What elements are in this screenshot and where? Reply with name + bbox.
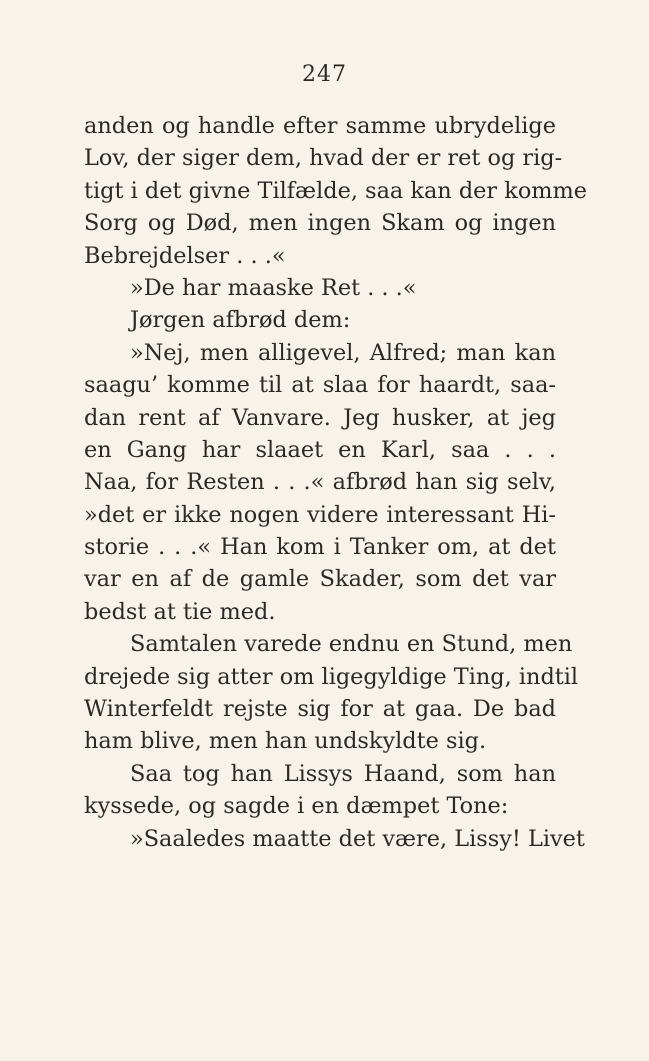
text-line: storie . . .« Han kom i Tanker om, at det (84, 534, 556, 561)
text-line: kyssede, og sagde i en dæmpet Tone: (84, 793, 509, 820)
text-line: ham blive, men han undskyldte sig. (84, 728, 487, 755)
text-line: Samtalen varede endnu en Stund, men (130, 631, 573, 658)
text-line: Lov, der siger dem, hvad der er ret og rig- (84, 145, 563, 172)
text-line: saagu’ komme til at slaa for haardt, saa- (84, 372, 556, 399)
text-line: »De har maaske Ret . . .« (130, 274, 417, 301)
text-line: Saa tog han Lissys Haand, som han (130, 760, 556, 787)
text-line: anden og handle efter samme ubrydelige (84, 113, 556, 139)
text-line: bedst at tie med. (84, 598, 276, 625)
text-line: tigt i det givne Tilfælde, saa kan der komme (84, 177, 588, 204)
text-line: Jørgen afbrød dem: (130, 307, 351, 334)
text-line: Sorg og Død, men ingen Skam og ingen (84, 210, 556, 237)
text-line: »Nej, men alligevel, Alfred; man kan (130, 339, 556, 366)
text-line: dan rent af Vanvare. Jeg husker, at jeg (84, 404, 556, 431)
text-line: »Saaledes maatte det være, Lissy! Livet (130, 825, 585, 852)
text-line: Bebrejdelser . . .« (84, 242, 286, 269)
text-line: Naa, for Resten . . .« afbrød han sig selv, (84, 469, 556, 496)
text-line: drejede sig atter om ligegyldige Ting, indtil (84, 663, 579, 690)
text-line: Winterfeldt rejste sig for at gaa. De bad (84, 696, 556, 723)
page-number: 247 (302, 62, 347, 87)
body-text (84, 110, 588, 855)
text-line: »det er ikke nogen videre interessant Hi- (84, 501, 556, 528)
text-line: en Gang har slaaet en Karl, saa . . . (84, 436, 556, 463)
text-line: var en af de gamle Skader, som det var (84, 566, 556, 593)
